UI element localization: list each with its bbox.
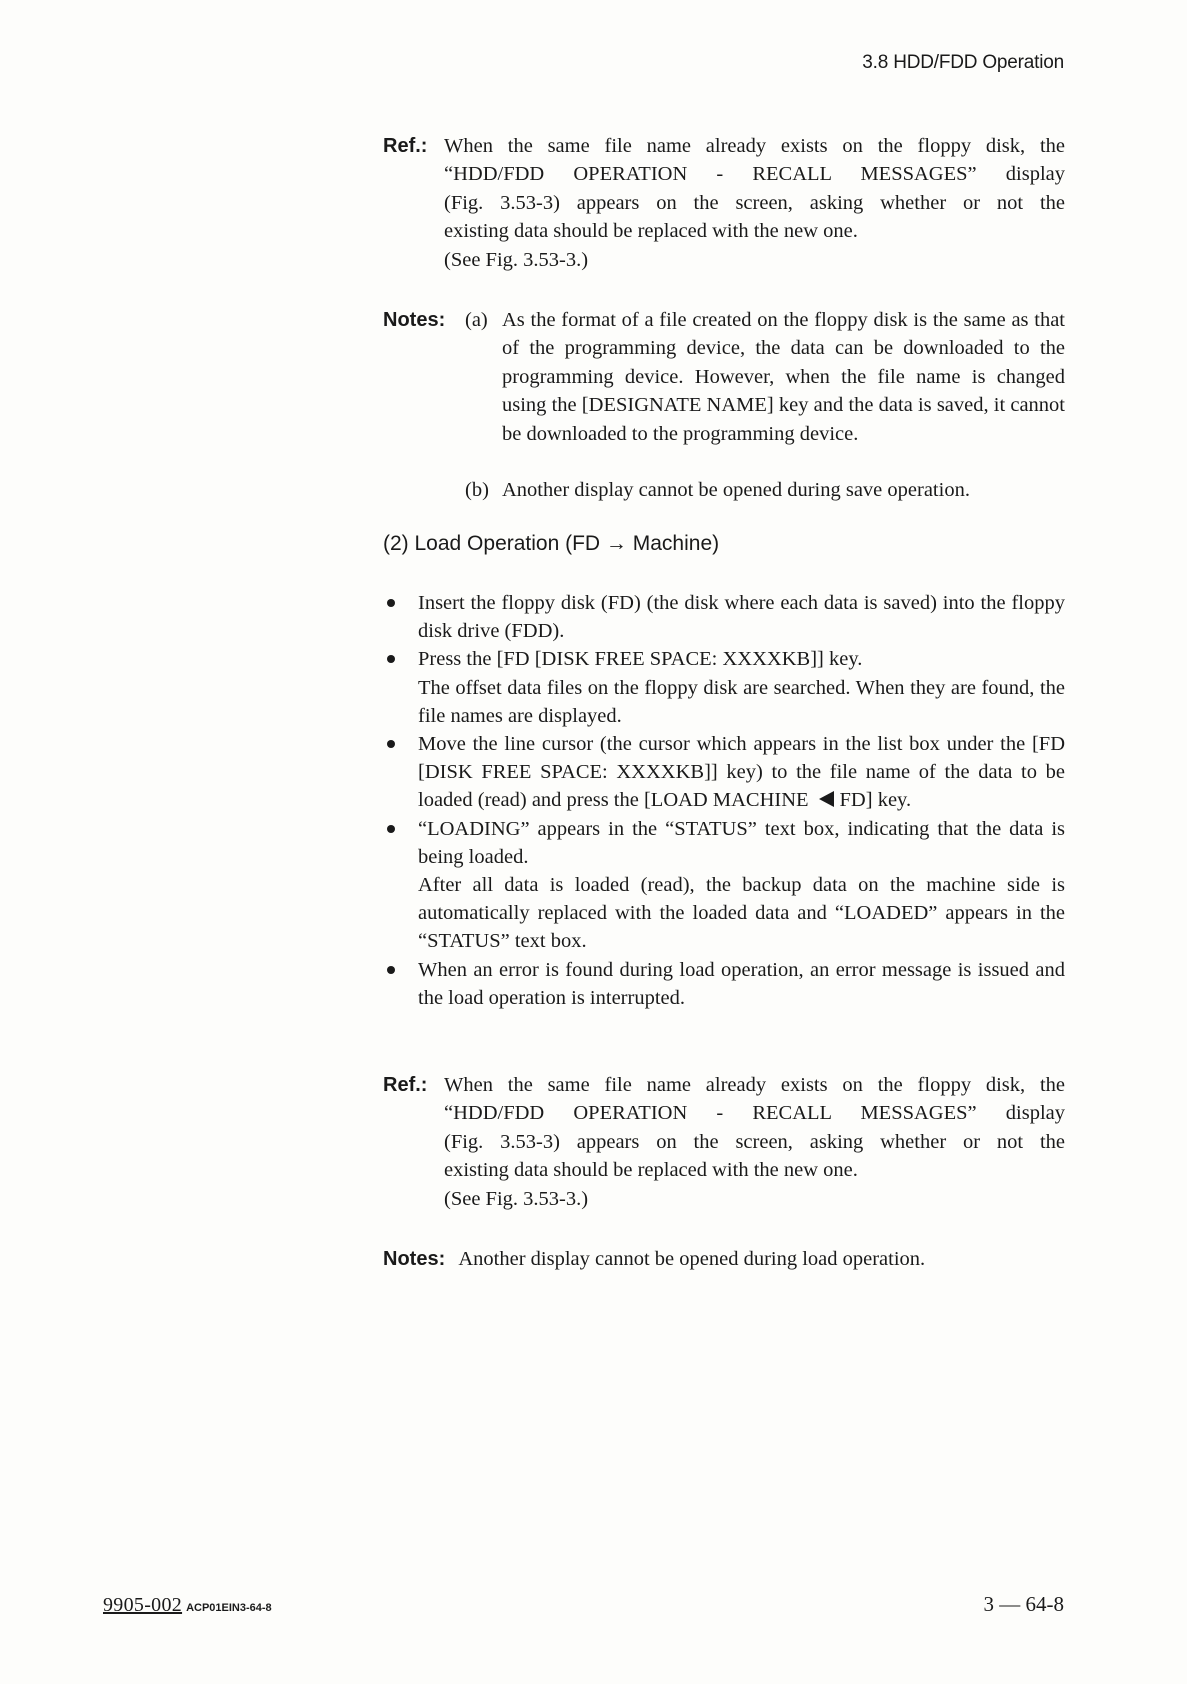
ref-line: (Fig. 3.53-3) appears on the screen, asking whether or not the [444,191,1065,214]
ref-line: (Fig. 3.53-3) appears on the screen, asking whether or not the [444,1130,1065,1153]
list-item: “LOADING” appears in the “STATUS” text box, indicating that the data is being loaded. After all data is loaded (read), the backup data on the machine side is automatically replaced with the loaded data and “LOADED” appears in the “STATUS” text box. [383,815,1065,956]
notes-label: Notes: [383,1248,446,1270]
ref-line: “HDD/FDD OPERATION - RECALL MESSAGES” display [444,163,1065,186]
ref-line: existing data should be replaced with the new one. [444,1159,858,1182]
ref-line: existing data should be replaced with the new one. [444,220,858,243]
list-item: Insert the floppy disk (FD) (the disk where each data is saved) into the floppy disk drive (FDD). [383,589,1065,645]
list-item: When an error is found during load operation, an error message is issued and the load operation is interrupted. [383,956,1065,1012]
notes-block-1 [383,306,1065,501]
ref-line: (See Fig. 3.53-3.) [444,1187,589,1210]
note-text: As the format of a file created on the floppy disk is the same as that of the programming device, the data can be downloaded to the programming device. However, when the file name is changed using the [DESIGNATE NAME] key and the data is saved, it cannot be downloaded to the programming device. [502,309,1065,445]
ref-text [444,132,1065,274]
bullet-icon [387,825,395,833]
ref-line: When the same file name already exists on the floppy disk, the [444,1074,1065,1096]
bullet-icon [387,655,395,663]
note-item-b [465,476,970,504]
page-number: 3 — 64-8 [983,1592,1064,1616]
left-arrow-icon [819,791,834,807]
note-tag: (b) [465,479,489,501]
ref-block-1 [383,132,1065,271]
note-text: Another display cannot be opened during load operation. [458,1248,926,1270]
section-heading: (2) Load Operation (FD → Machine) [383,532,720,555]
notes-label: Notes: [383,309,446,331]
bullet-icon [387,740,395,748]
note-text: Another display cannot be opened during save operation. [502,479,970,501]
note-item-a [465,306,1065,448]
doc-id: ACP01EIN3-64-8 [186,1602,272,1614]
ref-text [444,1071,1065,1213]
ref-label: Ref.: [383,135,428,157]
bullet-icon [387,599,395,607]
ref-line: (See Fig. 3.53-3.) [444,248,589,271]
bullet-icon [387,966,395,974]
section-header: 3.8 HDD/FDD Operation [862,52,1064,73]
ref-label: Ref.: [383,1074,428,1096]
list-item: Move the line cursor (the cursor which appears in the list box under the [FD [DISK FREE SPACE: XXXXKB]] key) to the file name of the data to be loaded (read) and press the [LOAD MACHINE FD] key. [383,730,1065,815]
ref-line: When the same file name already exists on the floppy disk, the [444,135,1065,157]
ref-block-2 [383,1071,1065,1210]
footer-doc-code [103,1594,272,1617]
doc-code: 9905-002 [103,1594,183,1616]
note-tag: (a) [465,309,488,331]
ref-line: “HDD/FDD OPERATION - RECALL MESSAGES” display [444,1102,1065,1125]
bullet-list [383,589,1065,1012]
list-item: Press the [FD [DISK FREE SPACE: XXXXKB]] key. The offset data files on the floppy disk are searched. When they are found, the file names are displayed. [383,645,1065,730]
notes-block-2 [383,1245,1065,1273]
